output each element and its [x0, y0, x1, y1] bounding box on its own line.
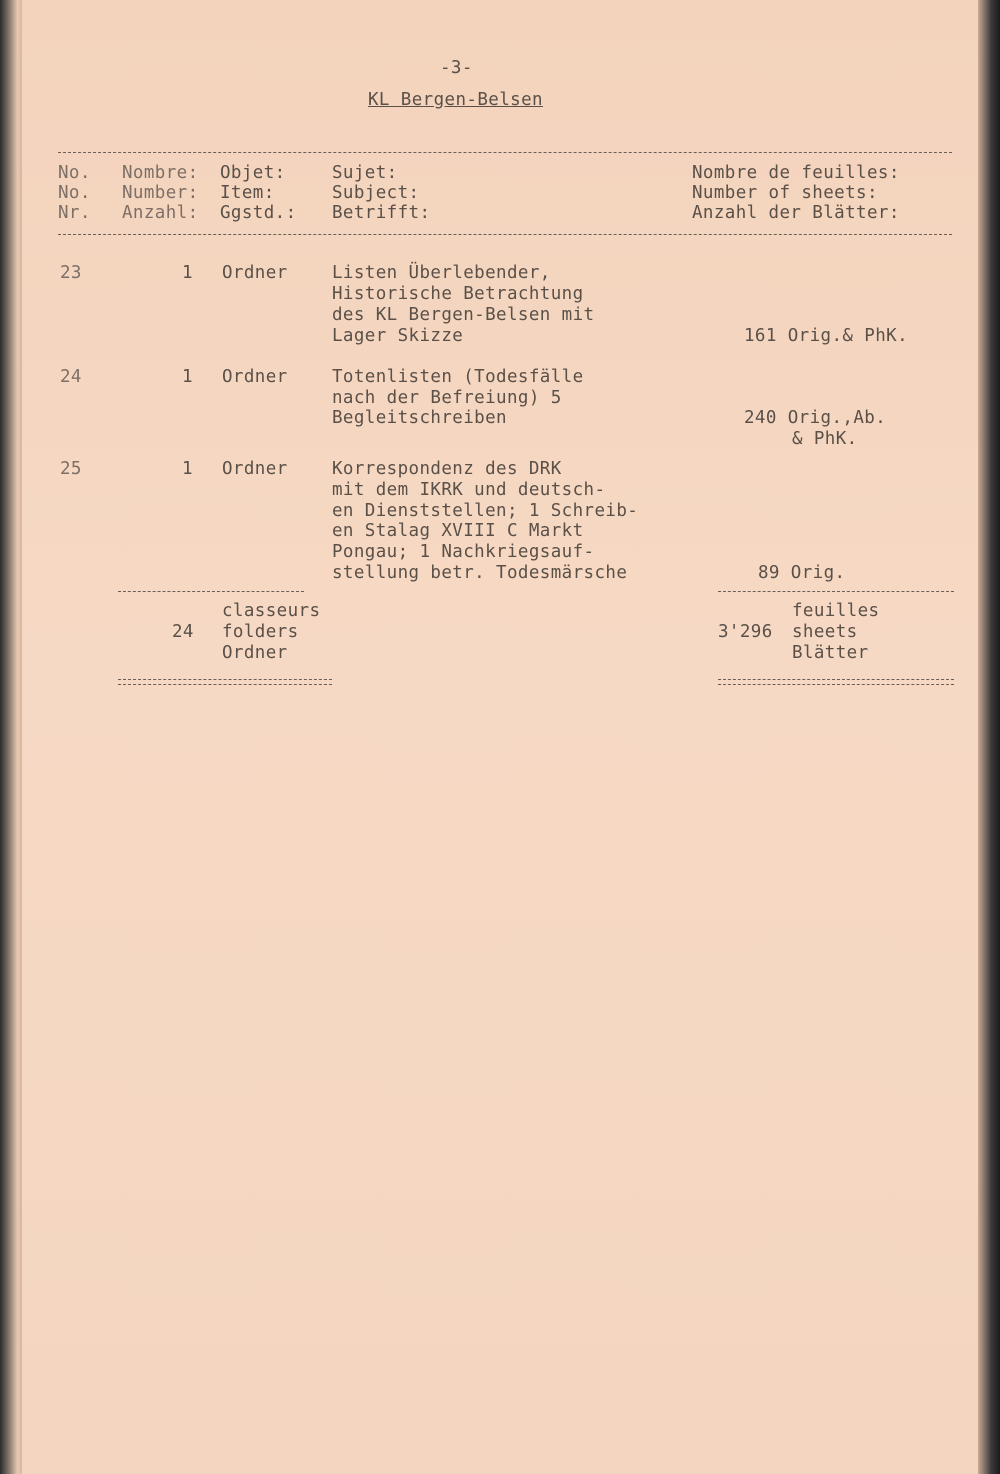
totals-sheets-label: sheets	[792, 622, 858, 642]
col-sheets-de: Anzahl der Blätter:	[692, 203, 900, 223]
row-subject-line: en Stalag XVIII C Markt	[332, 521, 584, 541]
row-item: Ordner	[222, 459, 288, 479]
row-sheets: 240 Orig.,Ab.	[744, 408, 887, 428]
col-subject-fr: Sujet:	[332, 163, 398, 183]
row-subject-line: Lager Skizze	[332, 326, 464, 346]
totals-count: 24	[172, 622, 194, 642]
col-subject-de: Betrifft:	[332, 203, 431, 223]
totals-sheets-label: Blätter	[792, 643, 869, 663]
row-subject-line: Totenlisten (Todesfälle	[332, 367, 584, 387]
row-subject-line: Listen Überlebender,	[332, 263, 551, 283]
row-item: Ordner	[222, 263, 288, 283]
totals-count-rule	[118, 591, 304, 592]
totals-sheets-label: feuilles	[792, 601, 880, 621]
col-item-en: Item:	[220, 183, 275, 203]
binding-edge-right	[978, 0, 1000, 1474]
row-number: 23	[60, 263, 82, 283]
row-sheets: & PhK.	[792, 429, 858, 449]
col-subject-en: Subject:	[332, 183, 420, 203]
page-title: KL Bergen-Belsen	[368, 90, 543, 110]
row-subject-line: en Dienststellen; 1 Schreib-	[332, 501, 639, 521]
col-count-fr: Nombre:	[122, 163, 199, 183]
row-subject-line: mit dem IKRK und deutsch-	[332, 480, 606, 500]
row-number: 24	[60, 367, 82, 387]
row-count: 1	[182, 459, 193, 479]
row-sheets: 161 Orig.& PhK.	[744, 326, 909, 346]
row-subject-line: Pongau; 1 Nachkriegsauf-	[332, 542, 595, 562]
totals-count-label: folders	[222, 622, 299, 642]
totals-sheets-rule	[718, 591, 954, 592]
col-no-fr: No.	[58, 163, 91, 183]
header-top-rule	[58, 152, 952, 153]
row-subject-line: stellung betr. Todesmärsche	[332, 563, 628, 583]
row-subject-line: des KL Bergen-Belsen mit	[332, 305, 595, 325]
totals-count-double-rule	[118, 679, 332, 685]
col-count-de: Anzahl:	[122, 203, 199, 223]
row-subject-line: Begleitschreiben	[332, 408, 507, 428]
row-count: 1	[182, 367, 193, 387]
row-count: 1	[182, 263, 193, 283]
page-number: -3-	[440, 58, 473, 78]
row-subject-line: Korrespondenz des DRK	[332, 459, 562, 479]
row-subject-line: nach der Befreiung) 5	[332, 388, 562, 408]
row-number: 25	[60, 459, 82, 479]
totals-sheets-double-rule	[718, 679, 954, 685]
col-no-de: Nr.	[58, 203, 91, 223]
col-count-en: Number:	[122, 183, 199, 203]
row-item: Ordner	[222, 367, 288, 387]
col-sheets-fr: Nombre de feuilles:	[692, 163, 900, 183]
binding-edge-left	[0, 0, 22, 1474]
row-sheets: 89 Orig.	[758, 563, 846, 583]
document-page	[22, 0, 978, 1474]
col-sheets-en: Number of sheets:	[692, 183, 878, 203]
row-subject-line: Historische Betrachtung	[332, 284, 584, 304]
col-item-fr: Objet:	[220, 163, 286, 183]
col-item-de: Ggstd.:	[220, 203, 297, 223]
totals-count-label: classeurs	[222, 601, 321, 621]
header-bottom-rule	[58, 234, 952, 235]
col-no-en: No.	[58, 183, 91, 203]
totals-sheets: 3'296	[718, 622, 773, 642]
totals-count-label: Ordner	[222, 643, 288, 663]
